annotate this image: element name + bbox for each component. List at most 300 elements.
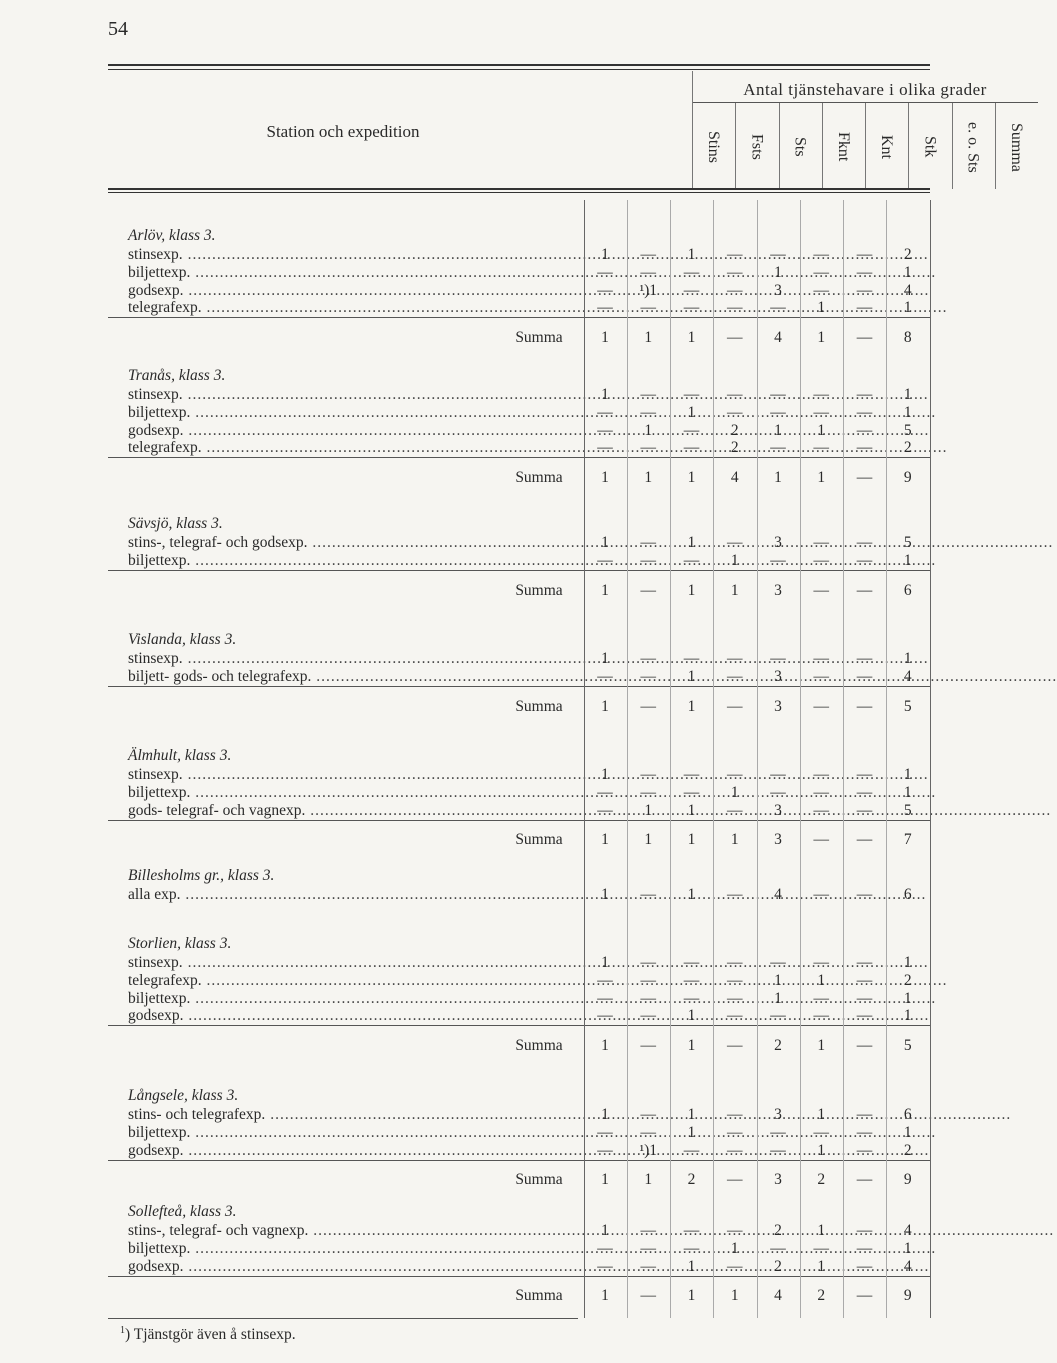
table-cell: 2 [903, 246, 912, 263]
summa-row [108, 698, 930, 716]
column-header [692, 107, 734, 187]
table-cell: — [683, 989, 700, 1007]
table-cell: — [640, 667, 656, 685]
table-cell: — [683, 783, 700, 801]
table-cell: — [770, 299, 786, 317]
table-cell: — [856, 1141, 873, 1159]
table-cell: — [727, 667, 743, 685]
table-cell: — [813, 246, 829, 263]
table-cell: 1 [687, 1257, 696, 1275]
column-header-label: e. o. Sts [964, 121, 982, 173]
table-row [108, 668, 930, 687]
table-cell: — [813, 534, 829, 551]
table-cell: — [813, 1239, 829, 1257]
table-cell: 1 [774, 989, 782, 1007]
table-cell: — [770, 403, 786, 421]
table-cell: — [856, 534, 873, 551]
table-cell: — [727, 1257, 743, 1275]
table-row [108, 264, 930, 282]
table-cell: — [856, 801, 873, 819]
table-cell: — [856, 581, 873, 599]
row-label: alla exp. ..... [128, 886, 566, 904]
station-title: Billesholms gr., klass 3. [128, 867, 275, 884]
table-cell: 1 [817, 1141, 826, 1159]
table-cell: 1 [903, 766, 912, 783]
table-row [108, 1106, 930, 1124]
table-cell: — [640, 299, 656, 317]
table-cell: — [770, 386, 786, 403]
table-cell: 1 [817, 1222, 826, 1239]
row-label: biljettexp. ..... [128, 784, 566, 802]
row-label: stinsexp. ..... [128, 954, 566, 972]
summa-label: Summa [515, 1287, 563, 1305]
table-cell: — [813, 801, 829, 819]
table-cell: 1 [687, 886, 696, 903]
table-cell: — [597, 1257, 613, 1275]
table-cell: 1 [687, 329, 696, 347]
table-cell: — [856, 551, 873, 569]
table-cell: — [770, 1239, 786, 1257]
row-label: biljettexp. ..... [128, 1240, 566, 1258]
column-divider [779, 103, 780, 189]
table-cell: — [640, 1287, 656, 1305]
table-cell: — [640, 971, 656, 989]
table-cell: — [727, 1222, 743, 1239]
table-cell: — [640, 1037, 656, 1055]
table-cell: — [640, 246, 656, 263]
table-cell: — [856, 1106, 873, 1123]
column-divider [713, 200, 714, 1318]
table-cell: — [640, 1007, 656, 1025]
table-cell: — [813, 551, 829, 569]
column-divider [584, 200, 585, 1318]
station-title: Älmhult, klass 3. [128, 747, 232, 764]
row-label: biljett- gods- och telegrafexp. ..... [128, 668, 566, 686]
table-cell: 1 [687, 581, 696, 599]
summa-row [108, 1171, 930, 1189]
table-cell: — [727, 1141, 743, 1159]
table-cell: — [683, 1239, 700, 1257]
table-cell: 1 [687, 801, 696, 819]
table-cell: — [770, 650, 786, 667]
table-cell: — [856, 386, 873, 403]
table-row [108, 954, 930, 972]
table-cell: — [597, 551, 613, 569]
table-cell: — [683, 439, 700, 457]
table-cell: — [597, 1123, 613, 1141]
table-row [108, 1258, 930, 1277]
column-header [952, 107, 994, 187]
table-cell: 1 [730, 581, 739, 599]
table-cell: 1 [601, 581, 609, 599]
table-cell: — [727, 263, 743, 281]
table-cell: 1 [730, 831, 739, 849]
table-cell: 1 [687, 667, 696, 685]
table-cell: 1 [687, 246, 696, 263]
table-cell: — [856, 1239, 873, 1257]
table-cell: — [640, 1222, 656, 1239]
table-cell: 4 [774, 1287, 782, 1305]
table-row [108, 246, 930, 264]
table-row [108, 784, 930, 802]
footnote-rule [108, 1318, 578, 1319]
column-header-label: Knt [878, 135, 895, 159]
table-cell: — [856, 263, 873, 281]
table-cell: 1 [817, 469, 826, 487]
table-cell: — [813, 667, 829, 685]
table-cell: — [727, 1123, 743, 1141]
table-cell: 5 [903, 421, 912, 439]
table-cell: 1 [903, 1239, 912, 1257]
row-label: biljettexp. ..... [128, 990, 566, 1008]
row-label: biljettexp. ..... [128, 552, 566, 570]
station-title: Tranås, klass 3. [128, 367, 226, 384]
table-cell: — [597, 667, 613, 685]
column-header [995, 107, 1037, 187]
table-cell: 1 [601, 886, 609, 903]
table-cell: — [640, 650, 656, 667]
table-row [108, 802, 930, 821]
table-cell: — [727, 650, 743, 667]
table-cell: — [856, 831, 873, 849]
table-cell: — [597, 801, 613, 819]
table-row [108, 650, 930, 668]
table-cell: — [813, 581, 829, 599]
table-cell: 1 [601, 329, 609, 347]
table-cell: — [813, 766, 829, 783]
table-cell: — [770, 954, 786, 971]
table-cell: 6 [903, 886, 912, 903]
table-row [108, 766, 930, 784]
column-divider [670, 200, 671, 1318]
row-label: stins-, telegraf- och godsexp. ..... [128, 534, 566, 552]
table-cell: — [640, 551, 656, 569]
table-cell: — [640, 783, 656, 801]
table-cell: 1 [817, 1037, 826, 1055]
table-cell: — [640, 1239, 656, 1257]
top-rule [108, 64, 930, 66]
table-cell: 7 [903, 831, 912, 849]
table-cell: 1 [774, 971, 782, 989]
table-cell: 3 [774, 534, 782, 551]
table-cell: 5 [903, 801, 912, 819]
table-cell: — [856, 439, 873, 457]
table-cell: — [727, 1037, 743, 1055]
table-cell: 4 [903, 1257, 912, 1275]
column-divider [930, 200, 931, 1318]
table-cell: — [856, 1007, 873, 1025]
column-header-label: Stk [921, 136, 939, 158]
column-divider [995, 103, 996, 189]
table-cell: — [856, 1222, 873, 1239]
summa-label: Summa [515, 1037, 563, 1055]
table-cell: — [770, 1007, 786, 1025]
table-cell: — [856, 667, 873, 685]
summa-label: Summa [515, 697, 563, 715]
column-header-label: Summa [1007, 122, 1025, 172]
station-title: Arlöv, klass 3. [128, 227, 216, 244]
table-cell: 4 [774, 329, 782, 347]
table-row [108, 422, 930, 440]
table-cell: 1 [903, 989, 912, 1007]
table-cell: — [856, 281, 873, 299]
table-cell: 2 [687, 1171, 696, 1189]
table-cell: — [727, 886, 743, 903]
table-cell: 2 [817, 1171, 826, 1189]
table-cell: — [597, 971, 613, 989]
table-cell: 1 [903, 1007, 912, 1025]
table-cell: 1 [687, 1287, 696, 1305]
summa-row [108, 831, 930, 849]
column-divider [952, 103, 953, 189]
station-title: Sollefteå, klass 3. [128, 1203, 237, 1220]
table-cell: 9 [903, 1287, 912, 1305]
column-divider [627, 200, 628, 1318]
table-cell: — [640, 886, 656, 903]
table-cell: 1 [903, 551, 912, 569]
table-cell: — [813, 281, 829, 299]
column-header [779, 107, 821, 187]
table-cell: — [683, 971, 700, 989]
table-cell: 2 [903, 971, 912, 989]
row-label: telegrafexp. ..... [128, 439, 566, 457]
table-cell: 3 [774, 801, 782, 819]
footnote-text: ) Tjänstgör även å stinsexp. [125, 1326, 296, 1344]
table-cell: — [770, 783, 786, 801]
column-divider [822, 103, 823, 189]
table-cell: — [640, 697, 656, 715]
row-label: gods- telegraf- och vagnexp. ..... [128, 802, 566, 820]
station-column-header: Station och expedition [266, 122, 420, 141]
table-cell: — [813, 403, 829, 421]
station-title: Sävsjö, klass 3. [128, 515, 223, 532]
table-cell: — [856, 989, 873, 1007]
table-cell: — [813, 263, 829, 281]
table-cell: — [856, 1123, 873, 1141]
table-cell: 6 [903, 1106, 912, 1123]
table-cell: — [683, 299, 700, 317]
table-cell: — [683, 1222, 700, 1239]
table-cell: 1 [687, 1037, 696, 1055]
station-title: Storlien, klass 3. [128, 935, 232, 952]
table-cell: 1 [601, 1037, 609, 1055]
table-cell: 1 [644, 469, 653, 487]
table-cell: 1 [903, 783, 912, 801]
table-cell: 1 [687, 469, 696, 487]
table-cell: 3 [774, 581, 782, 599]
table-cell: 4 [730, 469, 739, 487]
table-cell: 1 [644, 421, 653, 439]
table-cell: — [727, 954, 743, 971]
table-cell: — [640, 1123, 656, 1141]
table-row [108, 282, 930, 300]
table-cell: — [683, 281, 700, 299]
page-number: 54 [108, 18, 128, 40]
table-cell: — [640, 263, 656, 281]
row-label: godsexp. ..... [128, 422, 566, 440]
table-cell: — [683, 766, 700, 783]
table-cell: 1 [644, 831, 653, 849]
table-cell: — [683, 263, 700, 281]
table-cell: — [640, 386, 656, 403]
table-cell: ¹)1 [639, 281, 658, 299]
row-label: godsexp. ..... [128, 1258, 566, 1276]
table-cell: — [813, 954, 829, 971]
table-cell: 1 [903, 650, 912, 667]
table-cell: — [856, 1287, 873, 1305]
station-title: Vislanda, klass 3. [128, 631, 237, 648]
table-cell: — [813, 697, 829, 715]
table-cell: 1 [601, 650, 609, 667]
table-cell: — [683, 1141, 700, 1159]
row-label: godsexp. ..... [128, 282, 566, 300]
table-cell: — [856, 971, 873, 989]
table-cell: — [856, 421, 873, 439]
table-cell: — [727, 403, 743, 421]
table-header [108, 70, 1025, 188]
table-cell: — [813, 886, 829, 903]
column-header-label: Stins [705, 130, 722, 163]
table-row [108, 990, 930, 1008]
footnote-marker: 1 [120, 1325, 125, 1336]
table-cell: — [813, 831, 829, 849]
table-cell: — [727, 246, 743, 263]
table-cell: — [813, 783, 829, 801]
table-cell: 1 [601, 246, 609, 263]
table-cell: 1 [774, 421, 782, 439]
table-cell: — [640, 766, 656, 783]
table-cell: — [770, 246, 786, 263]
summa-row [108, 582, 930, 600]
table-cell: — [727, 329, 743, 347]
grades-group-header: Antal tjänstehavare i olika grader [743, 80, 987, 99]
row-label: godsexp. ..... [128, 1142, 566, 1160]
table-cell: — [640, 439, 656, 457]
table-row [108, 886, 930, 904]
table-cell: — [727, 1106, 743, 1123]
column-divider [800, 200, 801, 1318]
summa-row [108, 1037, 930, 1055]
table-cell: 3 [774, 1171, 782, 1189]
table-cell: 1 [644, 329, 653, 347]
table-cell: 5 [903, 1037, 912, 1055]
table-cell: 1 [687, 403, 696, 421]
table-cell: 1 [730, 1239, 739, 1257]
table-cell: — [727, 801, 743, 819]
table-cell: — [813, 989, 829, 1007]
row-label: biljettexp. ..... [128, 1124, 566, 1142]
table-cell: 1 [903, 954, 912, 971]
table-cell: — [727, 971, 743, 989]
table-cell: — [856, 886, 873, 903]
summa-label: Summa [515, 831, 563, 849]
column-header [735, 107, 777, 187]
table-cell: — [856, 1257, 873, 1275]
table-cell: 5 [903, 534, 912, 551]
row-label: telegrafexp. ..... [128, 299, 566, 317]
table-cell: — [640, 581, 656, 599]
table-row [108, 404, 930, 422]
table-cell: 1 [601, 1106, 609, 1123]
table-cell: 1 [817, 1257, 826, 1275]
column-header [865, 107, 907, 187]
summa-row [108, 329, 930, 347]
column-divider [757, 200, 758, 1318]
table-cell: 9 [903, 1171, 912, 1189]
table-cell: — [727, 989, 743, 1007]
table-row [108, 1240, 930, 1258]
station-title: Långsele, klass 3. [128, 1087, 239, 1104]
table-cell: — [597, 281, 613, 299]
table-cell: — [856, 650, 873, 667]
table-cell: — [597, 263, 613, 281]
table-cell: — [727, 534, 743, 551]
table-cell: — [856, 246, 873, 263]
table-cell: — [813, 1123, 829, 1141]
table-cell: — [683, 650, 700, 667]
table-cell: 4 [903, 667, 912, 685]
table-cell: 4 [903, 1222, 912, 1239]
table-cell: — [813, 1007, 829, 1025]
footnote [120, 1325, 296, 1344]
table-cell: 1 [730, 1287, 739, 1305]
table-cell: — [856, 954, 873, 971]
column-divider [735, 103, 736, 189]
table-cell: ¹)1 [639, 1141, 658, 1159]
table-cell: 1 [730, 783, 739, 801]
table-cell: 1 [601, 469, 609, 487]
table-cell: 1 [601, 954, 609, 971]
table-row [108, 1124, 930, 1142]
table-cell: 1 [644, 801, 653, 819]
table-cell: — [813, 439, 829, 457]
row-label: godsexp. ..... [128, 1007, 566, 1025]
table-cell: 1 [601, 1222, 609, 1239]
row-label: stinsexp. ..... [128, 650, 566, 668]
table-cell: — [856, 403, 873, 421]
summa-row [108, 469, 930, 487]
table-cell: — [856, 329, 873, 347]
column-header-label: Fsts [748, 134, 766, 160]
table-cell: 1 [644, 1171, 653, 1189]
table-cell: — [597, 1141, 613, 1159]
table-cell: 2 [774, 1037, 782, 1055]
table-cell: — [597, 299, 613, 317]
table-cell: 3 [774, 667, 782, 685]
table-cell: — [856, 783, 873, 801]
table-cell: 1 [601, 1171, 609, 1189]
table-cell: 5 [903, 697, 912, 715]
table-cell: — [727, 1007, 743, 1025]
row-label: stinsexp. ..... [128, 766, 566, 784]
table-cell: — [856, 766, 873, 783]
table-cell: — [640, 1257, 656, 1275]
table-cell: — [640, 954, 656, 971]
table-cell: 2 [817, 1287, 826, 1305]
table-cell: 2 [730, 421, 739, 439]
table-body [108, 200, 930, 1320]
table-cell: — [640, 403, 656, 421]
table-cell: 1 [817, 421, 826, 439]
summa-label: Summa [515, 581, 563, 599]
table-cell: — [597, 783, 613, 801]
summa-row [108, 1287, 930, 1305]
table-cell: 1 [601, 386, 609, 403]
table-row [108, 1007, 930, 1026]
table-cell: — [640, 534, 656, 551]
row-label: biljettexp. ..... [128, 404, 566, 422]
table-cell: — [727, 299, 743, 317]
